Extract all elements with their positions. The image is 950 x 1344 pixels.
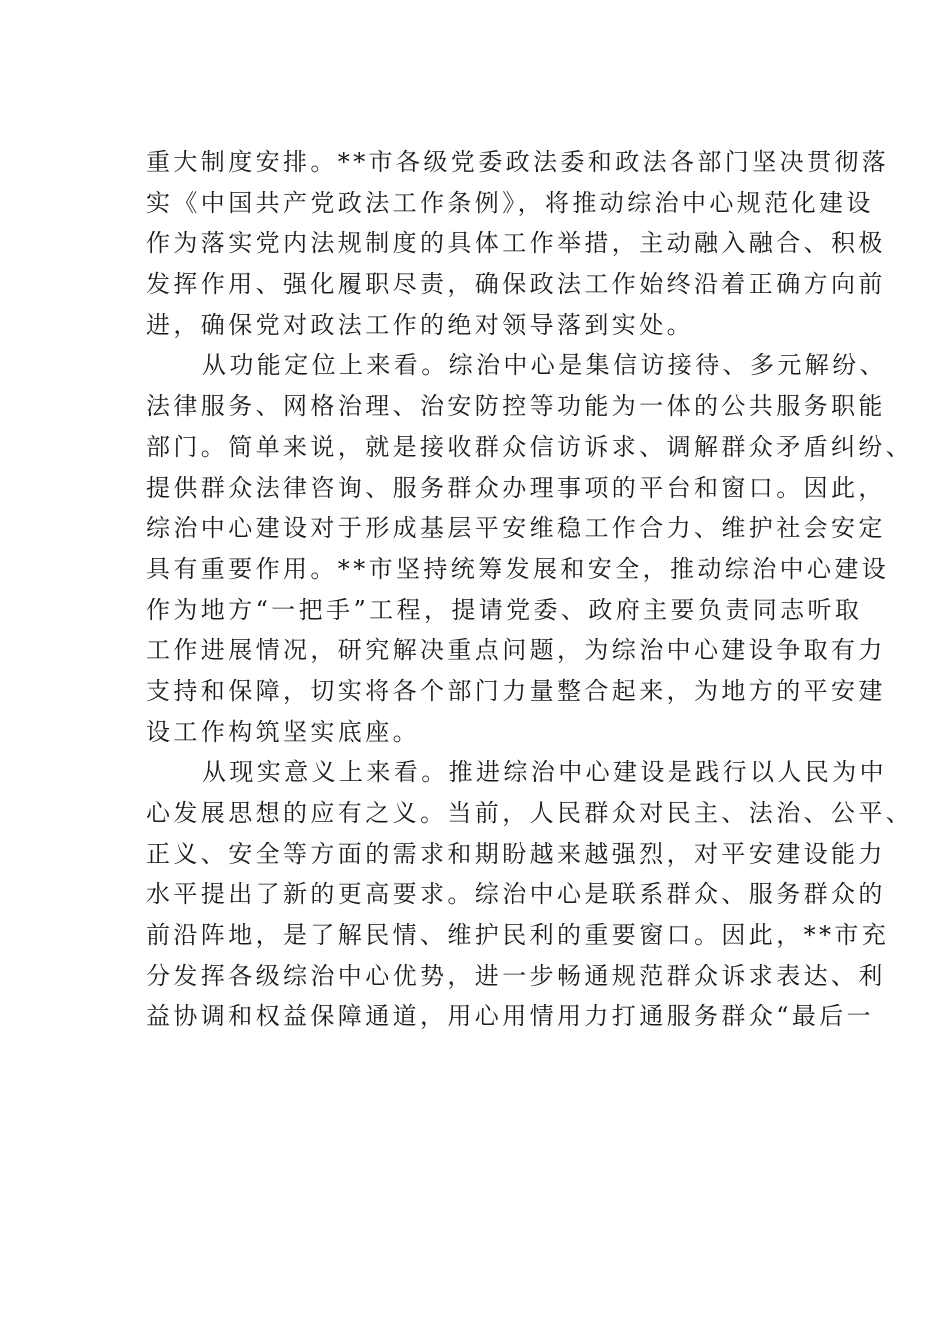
- text-line: 法律服务、网格治理、治安防控等功能为一体的公共服务职能: [146, 392, 886, 421]
- document-body: [146, 142, 914, 1037]
- text-line: 工作进展情况，研究解决重点问题，为综治中心建设争取有力: [146, 636, 886, 665]
- text-line: 心发展思想的应有之义。当前，人民群众对民主、法治、公平、: [146, 799, 914, 827]
- text-line: 从现实意义上来看。推进综治中心建设是践行以人民为中: [202, 758, 887, 787]
- text-line: 从功能定位上来看。综治中心是集信访接待、多元解纷、: [202, 351, 887, 380]
- paragraph-practical-significance: [146, 752, 914, 1037]
- paragraph-functional-positioning: [146, 345, 914, 752]
- text-line: 进，确保党对政法工作的绝对领导落到实处。: [146, 310, 694, 339]
- text-line: 设工作构筑坚实底座。: [146, 717, 420, 746]
- text-line: 重大制度安排。**市各级党委政法委和政法各部门坚决贯彻落: [146, 148, 890, 176]
- paragraph-continuation: [146, 142, 890, 345]
- text-line: 作为地方“一把手”工程，提请党委、政府主要负责同志听取: [146, 595, 863, 624]
- text-line: 综治中心建设对于形成基层平安维稳工作合力、维护社会安定: [146, 514, 886, 543]
- text-line: 部门。简单来说，就是接收群众信访诉求、调解群众矛盾纠纷、: [146, 432, 914, 461]
- text-line: 提供群众法律咨询、服务群众办理事项的平台和窗口。因此，: [146, 473, 886, 502]
- text-line: 具有重要作用。**市坚持统筹发展和安全，推动综治中心建设: [146, 554, 890, 583]
- text-line: 实《中国共产党政法工作条例》，将推动综治中心规范化建设: [146, 188, 874, 217]
- text-line: 前沿阵地，是了解民情、维护民利的重要窗口。因此，**市充: [146, 921, 890, 950]
- text-line: 水平提出了新的更高要求。综治中心是联系群众、服务群众的: [146, 880, 886, 909]
- text-line: 益协调和权益保障通道，用心用情用力打通服务群众“最后一: [146, 1002, 875, 1031]
- text-line: 发挥作用、强化履职尽责，确保政法工作始终沿着正确方向前: [146, 270, 886, 299]
- text-line: 分发挥各级综治中心优势，进一步畅通规范群众诉求表达、利: [146, 961, 886, 990]
- text-line: 作为落实党内法规制度的具体工作举措，主动融入融合、积极: [146, 229, 886, 258]
- text-line: 正义、安全等方面的需求和期盼越来越强烈，对平安建设能力: [146, 839, 886, 868]
- text-line: 支持和保障，切实将各个部门力量整合起来，为地方的平安建: [146, 676, 886, 705]
